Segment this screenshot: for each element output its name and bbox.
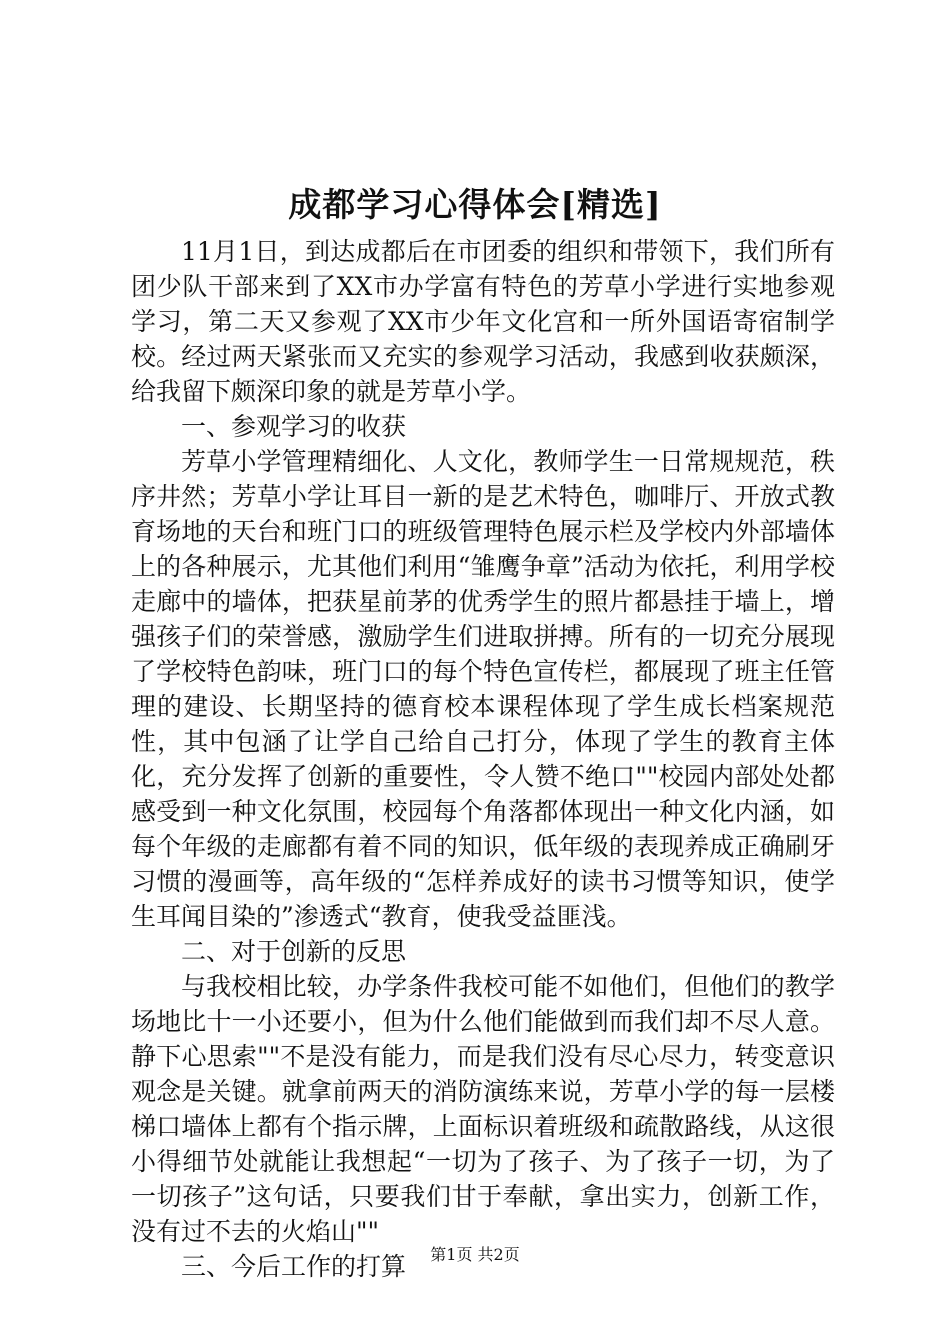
paragraph-intro: 11月1日，到达成都后在市团委的组织和带领下，我们所有团少队干部来到了XX市办学富有特色的芳草小学进行实地参观学习，第二天又参观了XX市少年文化宫和一所外国语寄宿制学校。经过两天紧张而又充实的参观学习活动，我感到收获颇深，给我留下颇深印象的就是芳草小学。 <box>131 237 835 406</box>
section-heading-1: 一、参观学习的收获 <box>181 412 407 441</box>
document-body <box>131 234 835 1284</box>
paragraph-section-1: 芳草小学管理精细化、人文化，教师学生一日常规规范，秩序井然；芳草小学让耳目一新的是艺术特色，咖啡厅、开放式教育场地的天台和班门口的班级管理特色展示栏及学校内外部墙体上的各种展示，尤其他们利用“雏鹰争章”活动为依托，利用学校走廊中的墙体，把获星前茅的优秀学生的照片都悬挂于墙上，增强孩子们的荣誉感，激励学生们进取拼搏。所有的一切充分展现了学校特色韵味，班门口的每个特色宣传栏，都展现了班主任管理的建设、长期坚持的德育校本课程体现了学生成长档案规范性，其中包涵了让学自己给自己打分，体现了学生的教育主体化，充分发挥了创新的重要性，令人赞不绝口""校园内部处处都感受到一种文化氛围，校园每个角落都体现出一种文化内涵，如每个年级的走廊都有着不同的知识，低年级的表现养成正确刷牙习惯的漫画等，高年级的“怎样养成好的读书习惯等知识，使学生耳闻目染的”渗透式“教育，使我受益匪浅。 <box>131 447 835 931</box>
section-heading-2: 二、对于创新的反思 <box>181 937 407 966</box>
paragraph-section-2: 与我校相比较，办学条件我校可能不如他们，但他们的教学场地比十一小还要小，但为什么他们能做到而我们却不尽人意。静下心思索""不是没有能力，而是我们没有尽心尽力，转变意识观念是关键。就拿前两天的消防演练来说，芳草小学的每一层楼梯口墙体上都有个指示牌，上面标识着班级和疏散路线，从这很小得细节处就能让我想起“一切为了孩子、为了孩子一切，为了一切孩子”这句话，只要我们甘于奉献，拿出实力，创新工作，没有过不去的火焰山"" <box>131 972 835 1246</box>
document-title: 成都学习心得体会[精选] <box>288 185 662 224</box>
section-heading-3: 三、今后工作的打算 <box>181 1252 407 1281</box>
page-footer: 第1页 共2页 <box>430 1245 520 1264</box>
